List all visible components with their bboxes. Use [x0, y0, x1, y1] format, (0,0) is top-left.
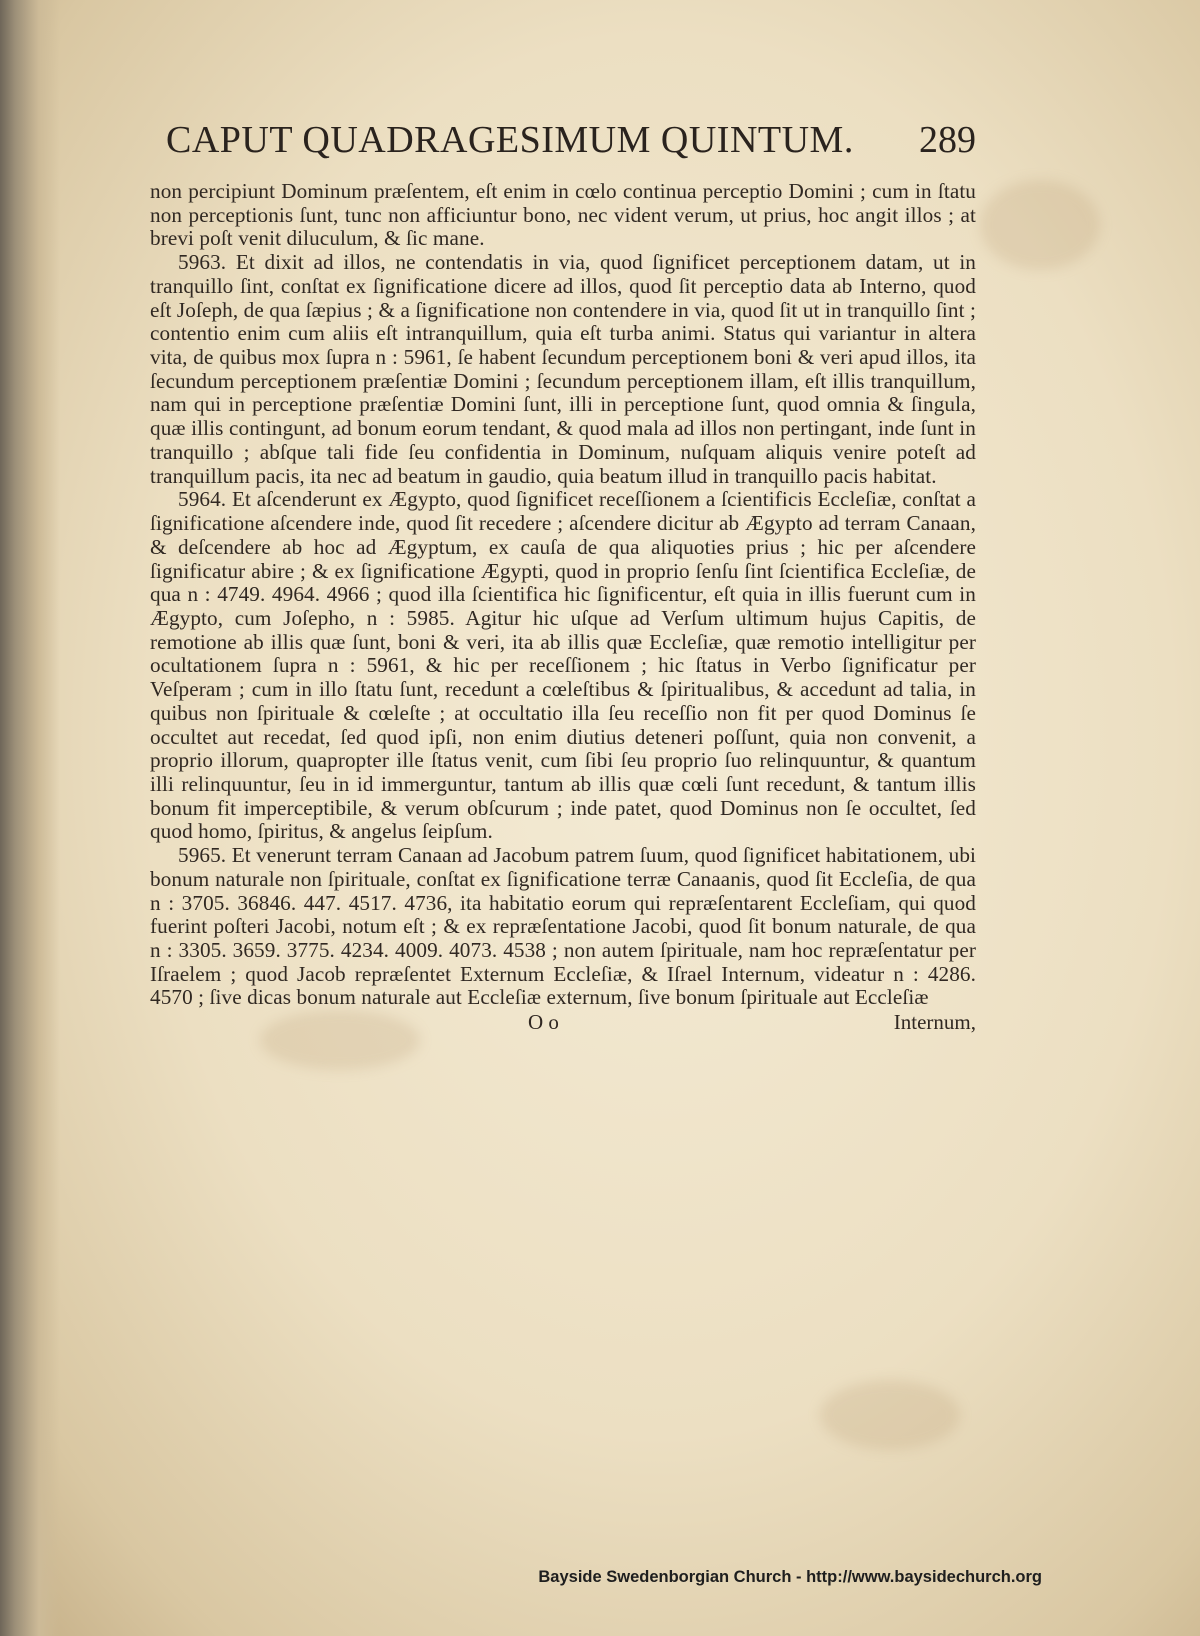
paragraph-5963	[150, 251, 976, 488]
catchword: Internum,	[893, 1010, 976, 1035]
page-number: 289	[919, 119, 976, 161]
paragraph-text: Et venerunt terram Canaan ad Jacobum patrem ſuum, quod ſignificet habitationem, ubi bonum naturale non ſpirituale, conſtat ex ſignificatione terræ Canaanis, quod ſit Eccleſia, de qua n : 3705. 36846. 447. 4517. 4736, ita habitatio eorum qui repræſentarent Eccleſiam, qui quod fuerint poſteri Jacobi, notum eſt ; & ex repræſentatione Jacobi, quod ſit bonum naturale, de qua n : 3305. 3659. 3775. 4234. 4009. 4073. 4538 ; non autem ſpirituale, nam hoc repræſentatur per Iſraelem ; quod Jacob repræſentet Externum Eccleſiæ, & Iſrael Internum, videatur n : 4286. 4570 ; ſive dicas bonum naturale aut Eccleſiæ externum, ſive bonum ſpirituale aut Eccleſiæ	[150, 843, 977, 1010]
body-text	[150, 180, 976, 1010]
paper-stain	[820, 1380, 960, 1450]
paper-stain	[980, 180, 1100, 270]
book-page	[150, 118, 976, 1036]
signature-mark: O o	[528, 1010, 559, 1035]
page-footer	[150, 1010, 976, 1036]
binding-shadow	[0, 0, 60, 1636]
page-header	[166, 118, 976, 180]
paragraph-5965	[150, 844, 976, 1010]
paragraph-continued	[150, 180, 976, 251]
paragraph-number: 5964.	[178, 487, 227, 512]
watermark-credit: Bayside Swedenborgian Church - http://www.baysidechurch.org	[538, 1568, 1042, 1586]
paragraph-text: non percipiunt Dominum præſentem, eſt enim in cœlo continua perceptio Domini ; cum in ſtatu non perceptionis ſunt, tunc non afficiuntur bono, nec vident verum, ut prius, hoc angit illos ; at brevi poſt venit diluculum, & ſic mane.	[150, 179, 976, 251]
paragraph-text: Et dixit ad illos, ne contendatis in via, quod ſignificet perceptionem datam, ut in tranquillo ſint, conſtat ex ſignificatione dicere ad illos, quod ſit perceptio data ab Interno, quod eſt Joſeph, de qua ſæpius ; & a ſignificatione non contendere in via, quod ſit ut in tranquillo ſint ; contentio enim cum aliis eſt intranquillum, quia eſt turba animi. Status qui variantur in altera vita, de quibus mox ſupra n : 5961, ſe habent ſecundum perceptionem boni & veri apud illos, ita ſecundum perceptionem præſentiæ Domini ; ſecundum perceptionem illam, eſt illis tranquillum, nam qui in perceptione præſentiæ Domini ſunt, illi in perceptione ſunt, quod omnia & ſingula, quæ illis contingunt, ad bonum eorum tendant, & quod mala ad illos non pertingant, inde ſunt in tranquillo ; abſque tali fide ſeu confidentia in Dominum, nuſquam aliquis venire poteſt ad tranquillum pacis, ita nec ad beatum in gaudio, quia beatum illud in tranquillo pacis habitat.	[150, 250, 976, 488]
paragraph-number: 5963.	[178, 250, 227, 275]
paragraph-number: 5965.	[178, 843, 227, 868]
running-head: CAPUT QUADRAGESIMUM QUINTUM.	[166, 119, 854, 161]
paragraph-text: Et aſcenderunt ex Ægypto, quod ſignificet receſſionem a ſcientificis Eccleſiæ, conſtat a ſignificatione aſcendere inde, quod ſit recedere ; aſcendere dicitur ab Ægypto ad terram Canaan, & deſcendere ab hoc ad Ægyptum, ex cauſa de qua aliquoties prius ; hic per aſcendere ſignificatur abire ; & ex ſignificatione Ægypti, quod in proprio ſenſu ſint ſcientifica Eccleſiæ, de qua n : 4749. 4964. 4966 ; quod illa ſcientifica hic ſignificentur, eſt quia in illis fuerunt cum in Ægypto, cum Joſepho, n : 5985. Agitur hic uſque ad Verſum ultimum hujus Capitis, de remotione ab illis quæ ſunt, boni & veri, ita ab illis quæ Eccleſiæ, quæ remotio intelligitur per ocultationem ſupra n : 5961, & hic per receſſionem ; hic ſtatus in Verbo ſignificatur per Veſperam ; cum in illo ſtatu ſunt, recedunt a cœleſtibus & ſpiritualibus, & accedunt ad talia, in quibus non ſpirituale & cœleſte ; at occultatio illa ſeu receſſio non fit per quod Dominus ſe occultet aut recedat, ſed quod ipſi, non enim diutius deteneri poſſunt, quia non convenit, a proprio illorum, quapropter ille ſtatus venit, cum ſibi ſeu proprio ſuo relinquuntur, & quantum illi relinquuntur, ſeu in id immerguntur, tantum ab illis quæ cœli ſunt recedunt, & tantum illis bonum fit imperceptibile, & verum obſcurum ; inde patet, quod Dominus non ſe occultet, ſed quod homo, ſpiritus, & angelus ſeipſum.	[150, 487, 976, 844]
paragraph-5964	[150, 488, 976, 844]
